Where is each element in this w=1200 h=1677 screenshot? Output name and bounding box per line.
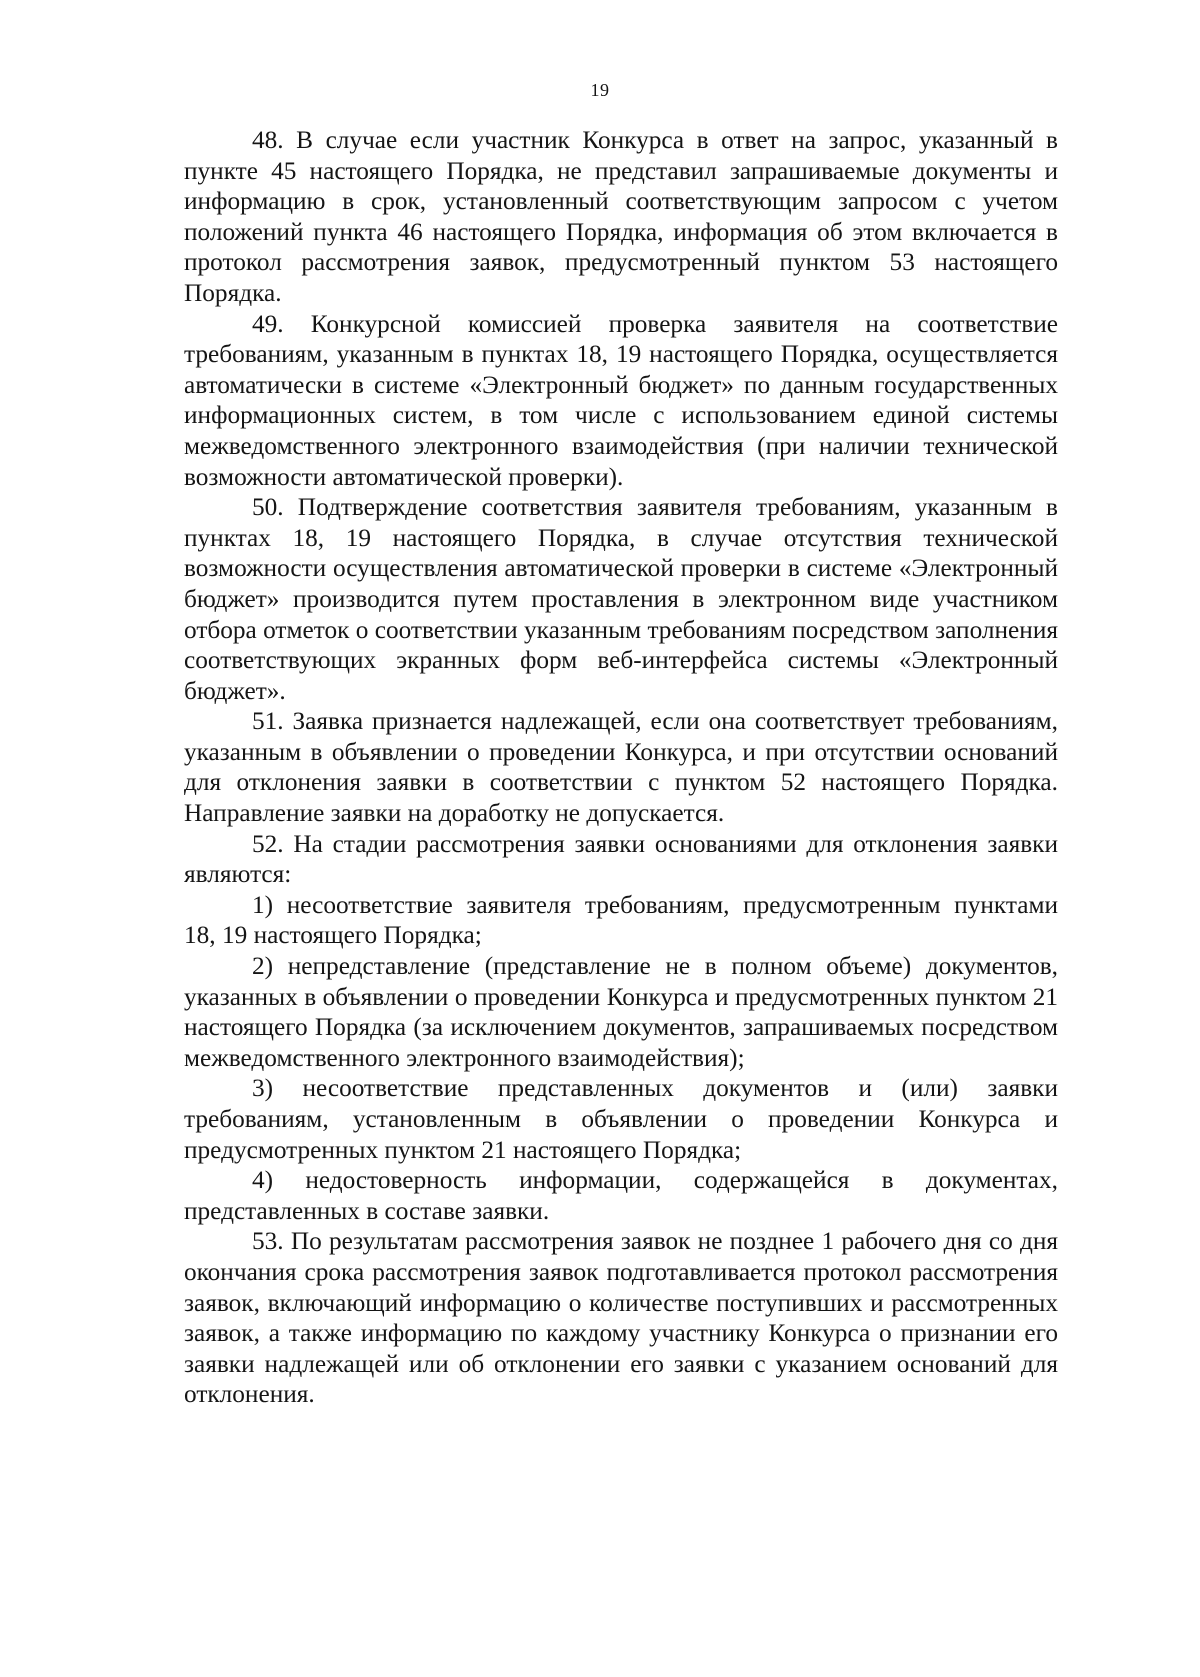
paragraph-50: 50. Подтверждение соответствия заявителя требованиям, указанным в пунктах 18, 19 настоящего Порядка, в случае отсутствия технической возможности осуществления автоматической проверки в системе «Электронный бюджет» производится путем проставления в электронном виде участником отбора отметок о соответствии указанным требованиям посредством заполнения соответствующих экранных форм веб-интерфейса системы «Электронный бюджет».	[184, 493, 1058, 705]
paragraph-51: 51. Заявка признается надлежащей, если она соответствует требованиям, указанным в объявлении о проведении Конкурса, и при отсутствии оснований для отклонения заявки в соответствии с пунктом 52 настоящего Порядка. Направление заявки на доработку не допускается.	[184, 707, 1058, 828]
paragraph-52: 52. На стадии рассмотрения заявки основаниями для отклонения заявки являются:	[184, 829, 1058, 889]
list-item-52-3: 3) несоответствие представленных документов и (или) заявки требованиям, установленным в объявлении о проведении Конкурса и предусмотренных пунктом 21 настоящего Порядка;	[184, 1074, 1058, 1164]
page-number: 19	[590, 80, 610, 100]
list-item-52-1: 1) несоответствие заявителя требованиям, предусмотренным пунктами 18, 19 настоящего Порядка;	[184, 890, 1058, 950]
paragraph-53: 53. По результатам рассмотрения заявок не позднее 1 рабочего дня со дня окончания срока рассмотрения заявок подготавливается протокол рассмотрения заявок, включающий информацию о количестве поступивших и рассмотренных заявок, а также информацию по каждому участнику Конкурса о признании его заявки надлежащей или об отклонении его заявки с указанием оснований для отклонения.	[184, 1227, 1058, 1409]
paragraph-48: 48. В случае если участник Конкурса в ответ на запрос, указанный в пункте 45 настоящего Порядка, не представил запрашиваемые документы и информацию в срок, установленный соответствующим запросом с учетом положений пункта 46 настоящего Порядка, информация об этом включается в протокол рассмотрения заявок, предусмотренный пунктом 53 настоящего Порядка.	[184, 126, 1058, 307]
document-body	[184, 125, 1058, 1410]
paragraph-49: 49. Конкурсной комиссией проверка заявителя на соответствие требованиям, указанным в пунктах 18, 19 настоящего Порядка, осуществляется автоматически в системе «Электронный бюджет» по данным государственных информационных систем, в том числе с использованием единой системы межведомственного электронного взаимодействия (при наличии технической возможности автоматической проверки).	[184, 309, 1058, 491]
list-item-52-2: 2) непредставление (представление не в полном объеме) документов, указанных в объявлении о проведении Конкурса и предусмотренных пунктом 21 настоящего Порядка (за исключением документов, запрашиваемых посредством межведомственного электронного взаимодействия);	[184, 952, 1058, 1072]
list-item-52-4: 4) недостоверность информации, содержащейся в документах, представленных в составе заявки.	[184, 1166, 1058, 1225]
